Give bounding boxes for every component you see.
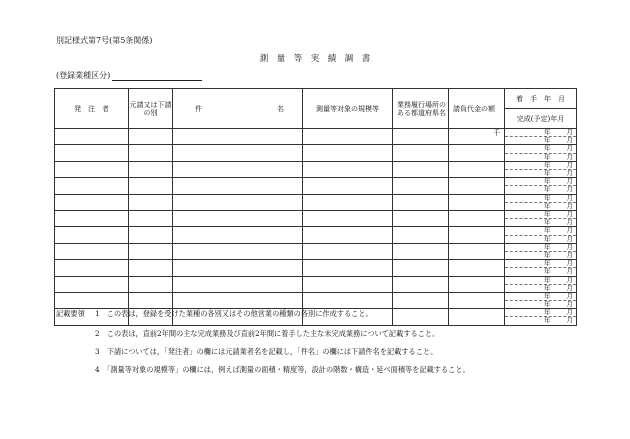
header-name-right: 名	[277, 104, 284, 113]
note-num: 3	[95, 347, 100, 356]
month-label: 月	[566, 168, 573, 177]
project-name-cell[interactable]	[173, 161, 303, 177]
month-label: 月	[566, 250, 573, 259]
year-month	[505, 154, 576, 161]
year-month	[505, 145, 576, 153]
scale-cell[interactable]	[303, 260, 393, 276]
prefecture-cell[interactable]	[393, 194, 449, 210]
year-month	[505, 211, 576, 219]
year-label: 年	[544, 267, 551, 276]
year-month	[505, 301, 576, 308]
table-row	[55, 145, 577, 161]
prefecture-cell[interactable]	[393, 309, 449, 325]
prefecture-cell[interactable]	[393, 276, 449, 292]
contract-type-cell[interactable]	[129, 210, 173, 226]
year-month	[505, 129, 576, 137]
month-label: 月	[566, 152, 573, 161]
year-label: 年	[544, 177, 551, 186]
table-row	[55, 276, 577, 292]
month-label: 月	[566, 201, 573, 210]
amount-cell[interactable]	[449, 260, 505, 276]
note-text: 「測量等対象の規模等」の欄には，例えば測量の面積・精度等，設計の階数・構造・延べ面積等を記載すること。	[106, 365, 470, 374]
amount-cell[interactable]	[449, 129, 505, 145]
year-month	[505, 268, 576, 275]
project-name-cell[interactable]	[173, 194, 303, 210]
table-row	[55, 129, 577, 145]
header-amount: 請負代金の額	[449, 89, 505, 129]
year-month	[505, 186, 576, 193]
month-label: 月	[566, 308, 573, 317]
header-start: 着 手 年 月	[505, 89, 577, 109]
year-month	[505, 162, 576, 170]
project-name-cell[interactable]	[173, 292, 303, 308]
dates-cell[interactable]	[505, 161, 577, 177]
year-label: 年	[544, 291, 551, 300]
month-label: 月	[566, 291, 573, 300]
amount-cell[interactable]	[449, 194, 505, 210]
amount-cell[interactable]	[449, 227, 505, 243]
contract-type-cell[interactable]	[129, 276, 173, 292]
project-name-cell[interactable]	[173, 243, 303, 259]
note-text: この表は，登録を受けた業種の各別又はその他営業の種類の各別に作成すること。	[106, 309, 373, 318]
table-row	[55, 292, 577, 308]
contract-type-cell[interactable]	[129, 194, 173, 210]
year-label: 年	[544, 128, 551, 136]
year-label: 年	[544, 218, 551, 227]
scale-cell[interactable]	[303, 243, 393, 259]
client-cell[interactable]	[55, 145, 129, 161]
header-row	[55, 89, 577, 109]
prefecture-cell[interactable]	[393, 243, 449, 259]
dates-cell[interactable]	[505, 178, 577, 194]
scale-cell[interactable]	[303, 227, 393, 243]
year-label: 年	[544, 185, 551, 194]
year-month	[505, 293, 576, 301]
project-name-cell[interactable]	[173, 227, 303, 243]
dates-cell[interactable]	[505, 227, 577, 243]
year-month	[505, 285, 576, 292]
year-label: 年	[544, 275, 551, 284]
year-label: 年	[544, 168, 551, 177]
contract-type-cell[interactable]	[129, 243, 173, 259]
note-text: 下請については，「発注者」の欄には元請業者名を記載し，「件名」の欄には下請件名を記載すること。	[106, 347, 438, 356]
dates-cell[interactable]	[505, 145, 577, 161]
project-name-cell[interactable]	[173, 210, 303, 226]
header-scale: 測量等対象の規模等	[303, 89, 393, 129]
project-name-cell[interactable]	[173, 178, 303, 194]
amount-cell[interactable]	[449, 276, 505, 292]
month-label: 月	[566, 218, 573, 227]
year-label: 年	[544, 136, 551, 145]
table-row	[55, 260, 577, 276]
contract-type-cell[interactable]	[129, 178, 173, 194]
prefecture-cell[interactable]	[393, 145, 449, 161]
year-month	[505, 227, 576, 235]
amount-cell[interactable]	[449, 178, 505, 194]
client-cell[interactable]	[55, 178, 129, 194]
client-cell[interactable]	[55, 243, 129, 259]
year-label: 年	[544, 160, 551, 169]
project-name-cell[interactable]	[173, 276, 303, 292]
project-name-cell[interactable]	[173, 129, 303, 145]
contract-type-cell[interactable]	[129, 161, 173, 177]
month-label: 月	[566, 209, 573, 218]
year-label: 年	[544, 144, 551, 153]
table-row	[55, 178, 577, 194]
month-label: 月	[566, 234, 573, 243]
table-row	[55, 194, 577, 210]
amount-cell[interactable]	[449, 309, 505, 325]
year-label: 年	[544, 201, 551, 210]
scale-cell[interactable]	[303, 194, 393, 210]
contract-type-cell[interactable]	[129, 145, 173, 161]
year-label: 年	[544, 234, 551, 243]
header-contract-type: 元請又は下請の別	[129, 89, 173, 129]
achievement-table	[54, 88, 577, 326]
form-id: 別記様式第7号(第5条関係)	[56, 36, 153, 45]
note-1	[95, 309, 373, 319]
year-label: 年	[544, 152, 551, 161]
contract-type-cell[interactable]	[129, 227, 173, 243]
year-month	[505, 170, 576, 177]
project-name-cell[interactable]	[173, 260, 303, 276]
year-month	[505, 219, 576, 226]
amount-cell[interactable]	[449, 145, 505, 161]
year-month	[505, 137, 576, 144]
header-client: 発 注 者	[55, 89, 129, 129]
month-label: 月	[566, 316, 573, 325]
contract-type-cell[interactable]	[129, 129, 173, 145]
dates-cell[interactable]	[505, 210, 577, 226]
header-completion: 完成(予定)年月	[505, 109, 577, 129]
prefecture-cell[interactable]	[393, 260, 449, 276]
amount-cell[interactable]	[449, 161, 505, 177]
year-label: 年	[544, 242, 551, 251]
dates-cell[interactable]	[505, 260, 577, 276]
document-title: 測 量 等 実 績 調 書	[259, 54, 371, 64]
month-label: 月	[566, 226, 573, 235]
table-row	[55, 243, 577, 259]
month-label: 月	[566, 193, 573, 202]
year-label: 年	[544, 300, 551, 309]
year-label: 年	[544, 209, 551, 218]
year-month	[505, 252, 576, 259]
scale-cell[interactable]	[303, 129, 393, 145]
prefecture-cell[interactable]	[393, 227, 449, 243]
client-cell[interactable]	[55, 161, 129, 177]
client-cell[interactable]	[55, 210, 129, 226]
month-label: 月	[566, 160, 573, 169]
year-month	[505, 178, 576, 186]
note-text: この表は，直前2年間の主な完成業務及び直前2年間に着手した主な未完成業務について記載すること。	[106, 329, 440, 338]
month-label: 月	[566, 144, 573, 153]
client-cell[interactable]	[55, 227, 129, 243]
scale-cell[interactable]	[303, 292, 393, 308]
table-row	[55, 227, 577, 243]
client-cell[interactable]	[55, 194, 129, 210]
amount-cell[interactable]	[449, 243, 505, 259]
contract-type-cell[interactable]	[129, 260, 173, 276]
note-num: 4	[95, 365, 100, 374]
year-label: 年	[544, 250, 551, 259]
amount-cell[interactable]	[449, 210, 505, 226]
project-name-cell[interactable]	[173, 145, 303, 161]
year-month	[505, 309, 576, 317]
registration-field[interactable]	[112, 71, 202, 81]
client-cell[interactable]	[55, 292, 129, 308]
client-cell[interactable]	[55, 260, 129, 276]
month-label: 月	[566, 300, 573, 309]
prefecture-cell[interactable]	[393, 210, 449, 226]
note-3	[95, 347, 437, 357]
year-label: 年	[544, 259, 551, 268]
amount-cell[interactable]	[449, 292, 505, 308]
year-month	[505, 236, 576, 243]
month-label: 月	[566, 185, 573, 194]
year-label: 年	[544, 226, 551, 235]
month-label: 月	[566, 275, 573, 284]
contract-type-cell[interactable]	[129, 292, 173, 308]
scale-cell[interactable]	[303, 178, 393, 194]
month-label: 月	[566, 267, 573, 276]
month-label: 月	[566, 242, 573, 251]
dates-cell[interactable]	[505, 309, 577, 325]
year-month	[505, 260, 576, 268]
dates-cell[interactable]	[505, 194, 577, 210]
scale-cell[interactable]	[303, 145, 393, 161]
dates-cell[interactable]	[505, 129, 577, 145]
table-row	[55, 161, 577, 177]
year-label: 年	[544, 283, 551, 292]
notes-heading: 記載要領	[56, 309, 85, 318]
year-month	[505, 317, 576, 324]
prefecture-cell[interactable]	[393, 129, 449, 145]
year-month	[505, 244, 576, 252]
year-label: 年	[544, 316, 551, 325]
scale-cell[interactable]	[303, 276, 393, 292]
registration-label: (登録業種区分)	[56, 71, 111, 80]
amount-unit: 千	[493, 129, 500, 137]
year-month	[505, 203, 576, 210]
header-prefecture: 業務履行場所のある都道府県名	[393, 89, 449, 129]
dates-cell[interactable]	[505, 292, 577, 308]
client-cell[interactable]	[55, 276, 129, 292]
month-label: 月	[566, 283, 573, 292]
note-2	[95, 329, 439, 339]
prefecture-cell[interactable]	[393, 178, 449, 194]
year-label: 年	[544, 193, 551, 202]
dates-cell[interactable]	[505, 243, 577, 259]
year-month	[505, 195, 576, 203]
note-4	[95, 365, 470, 375]
scale-cell[interactable]	[303, 210, 393, 226]
prefecture-cell[interactable]	[393, 292, 449, 308]
month-label: 月	[566, 136, 573, 145]
prefecture-cell[interactable]	[393, 161, 449, 177]
note-num: 1	[95, 309, 100, 318]
registration-category	[56, 70, 202, 81]
month-label: 月	[566, 128, 573, 136]
month-label: 月	[566, 177, 573, 186]
header-project-name	[173, 89, 303, 129]
dates-cell[interactable]	[505, 276, 577, 292]
table-row	[55, 210, 577, 226]
year-label: 年	[544, 308, 551, 317]
note-num: 2	[95, 329, 100, 338]
year-month	[505, 277, 576, 285]
client-cell[interactable]	[55, 129, 129, 145]
header-name-left: 件	[195, 104, 202, 113]
scale-cell[interactable]	[303, 161, 393, 177]
month-label: 月	[566, 259, 573, 268]
